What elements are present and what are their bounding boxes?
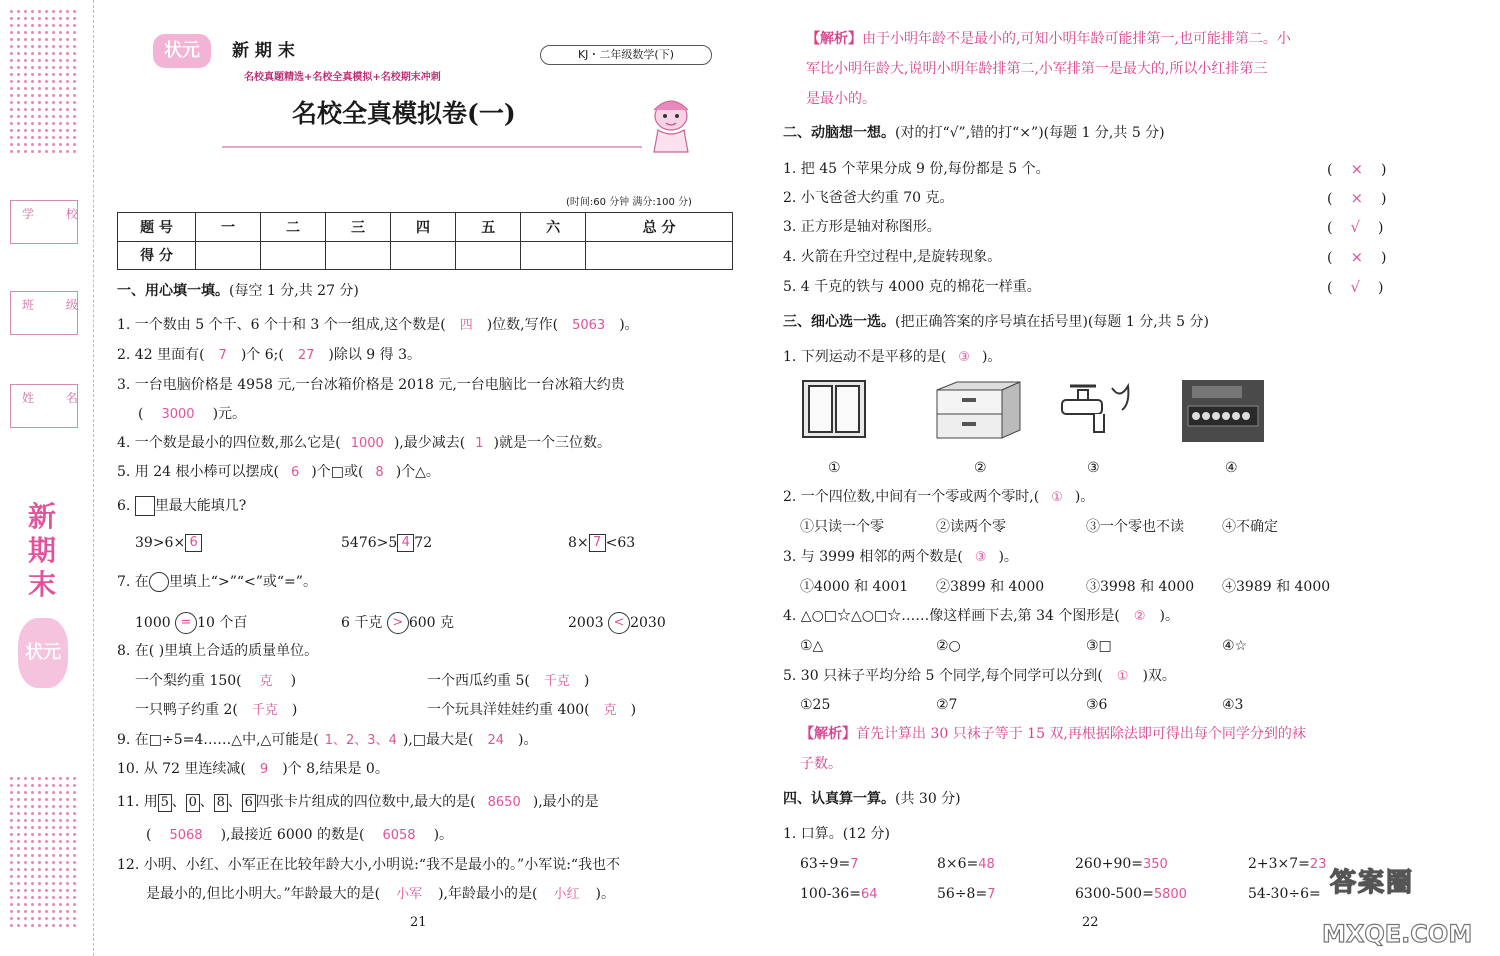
q6-e3-text-a: 8× [568,535,589,551]
judge-answer-slot[interactable]: ( × ) [1327,160,1387,178]
cq5-text-a: 5. 30 只袜子平均分给 5 个同学,每个同学可以分到( [783,668,1103,684]
score-value-row [118,241,733,270]
calc-answer[interactable]: 5800 [1153,887,1187,902]
cq2-option[interactable]: ②读两个零 [936,519,1006,535]
choice-question-5 [783,667,1176,686]
brand-title: 新 期 末 [232,41,295,61]
q7-expr-1 [135,612,247,634]
cq5-option[interactable]: ②7 [936,697,958,713]
school-label: 学 校 [22,207,92,221]
q4-answer-1[interactable]: 1000 [350,436,384,451]
cq2-option[interactable]: ③一个零也不读 [1086,519,1184,535]
q2-text-a: 2. 42 里面有( [117,347,205,363]
number-card: 6 [242,794,256,812]
judge-item [783,218,941,236]
cq3-answer[interactable]: ③ [974,550,987,565]
q2-text-b: )个 6;( [240,347,284,363]
page-number-left: 21 [410,915,427,930]
judge-answer: × [1350,160,1364,178]
q11-text-c: ),最小的是 [532,794,599,810]
calc-expression: 56÷8= [937,886,988,902]
judge-answer: × [1350,248,1364,266]
calc-expression: 100-36= [800,886,861,902]
q9-answer-2[interactable]: 24 [487,733,505,748]
section-2-title: 二、动脑想一想。 [783,125,895,141]
cq4-option[interactable]: ①△ [800,638,824,654]
q8-r4-close: ) [630,702,637,718]
cq2-option[interactable]: ④不确定 [1222,519,1278,535]
q12-answer-1[interactable]: 小军 [396,887,423,902]
cq4-text-a: 4. △○□☆△○□☆……像这样画下去,第 34 个图形是( [783,608,1120,624]
q8-row-3 [135,701,297,720]
score-header-cell: 二 [261,213,326,242]
judge-item [783,189,954,207]
section-1-heading [117,282,359,300]
section-2-heading [783,124,1165,142]
q8-r1-answer[interactable]: 克 [259,674,273,689]
q3-text-c: )元。 [212,406,247,422]
number-card: 8 [214,794,228,812]
empty-box-icon [135,496,155,516]
cq1-answer[interactable]: ③ [958,350,970,365]
q6-text-a: 6. [117,498,131,514]
score-header-cell: 题 号 [118,213,196,242]
analysis-2-line-1: 首先计算出 30 只袜子等于 15 双,再根据除法即可得出每个同学分到的袜 [856,726,1306,742]
section-4-title: 四、认真算一算。 [783,791,895,807]
q11-answer-1[interactable]: 8650 [487,795,521,810]
cq2-option[interactable]: ①只读一个零 [800,519,884,535]
q10-text-b: )个 8,结果是 0。 [282,761,389,777]
q12-text-b: 是最小的,但比小明大。”年龄最大的是( [146,886,381,902]
section-2-note: (对的打“√”,错的打“×”)(每题 1 分,共 5 分) [895,125,1165,141]
choice-question-2 [783,488,1094,507]
judge-answer-slot[interactable]: ( × ) [1327,248,1387,266]
calc-item [1075,885,1187,904]
cq2-answer[interactable]: ① [1051,490,1063,505]
analysis-2 [800,719,1400,779]
cq1-text-b: )。 [981,349,1002,365]
q9-answer-1[interactable]: 1、2、3、4 [324,733,397,748]
judge-question: 1. 把 45 个苹果分成 9 份,每份都是 5 个。 [783,161,1050,177]
judge-answer-slot[interactable]: ( √ ) [1327,218,1384,236]
q7-text-b: 里填上“>”“<”或“=”。 [168,574,317,590]
oral-calc-subtitle: 1. 口算。(12 分) [783,826,890,842]
q3-answer[interactable]: 3000 [161,407,195,422]
section-3-note: (把正确答案的序号填在括号里)(每题 1 分,共 5 分) [895,314,1209,330]
tagline: 名校真题精选+名校全真模拟+名校期末冲刺 [244,72,441,83]
dot-pattern-top [8,8,80,153]
judge-item [783,160,1050,178]
q10-text-a: 10. 从 72 里连续减( [117,761,246,777]
q4-text-c: )就是一个三位数。 [493,435,611,451]
q8-r2-close: ) [583,673,590,689]
watermark-url: MXQE.COM [1322,920,1473,948]
q7-e1-text-b: 10 个百 [197,615,248,631]
q7-e1-answer[interactable]: = [175,612,197,634]
calc-item [937,855,995,874]
score-cell[interactable] [261,241,326,270]
judge-answer-slot[interactable]: ( × ) [1327,189,1387,207]
score-header-cell: 三 [326,213,391,242]
question-10 [117,760,389,779]
grade-badge: KJ・二年级数学(下) [540,45,712,65]
q9-text-b: ),□最大是( [402,732,474,748]
q8-row-1 [135,672,296,691]
q12-text-a: 12. 小明、小红、小军正在比较年龄大小,小明说:“我不是最小的。”小军说:“我也不 [117,857,621,873]
q8-r3-text: 一只鸭子约重 2( [135,702,238,718]
calc-expression: 8×6= [937,856,979,872]
calc-item [1248,855,1326,874]
question-9 [117,731,537,750]
q1-answer-1[interactable]: 四 [459,318,473,333]
q12-answer-2[interactable]: 小红 [553,887,580,902]
watermark-logo: 答案圈 [1330,868,1415,898]
cq3-option[interactable]: ②3899 和 4000 [936,579,1045,595]
judge-item [783,248,1001,266]
question-5 [117,463,440,482]
q7-e3-answer[interactable]: < [608,612,630,634]
q6-expr-3 [568,534,635,552]
judge-question: 4. 火箭在升空过程中,是旋转现象。 [783,249,1002,265]
section-3-title: 三、细心选一选。 [783,314,895,330]
q5-text-a: 5. 用 24 根小棒可以摆成( [117,464,279,480]
q6-e1-answer[interactable]: 6 [185,534,202,552]
question-11-cont [146,826,453,845]
q9-text-c: )。 [518,732,538,748]
picture-label-1: ① [828,460,841,476]
question-2 [117,346,421,365]
q6-expr-1 [135,534,202,552]
q7-e3-text-b: 2030 [630,615,666,631]
judge-answer-slot[interactable]: ( √ ) [1327,278,1384,296]
score-cell[interactable] [391,241,456,270]
cq3-option[interactable]: ③3998 和 4000 [1086,579,1195,595]
q8-r3-close: ) [291,702,298,718]
score-cell[interactable] [326,241,391,270]
number-card: 0 [186,794,200,812]
side-brand-vertical: 新期末 [28,500,57,601]
q7-e3-text-a: 2003 [568,615,604,631]
cq4-text-b: )。 [1159,608,1179,624]
q8-row-2 [427,672,589,691]
calc-expression: 63÷9= [800,856,851,872]
q7-e1-text-a: 1000 [135,615,171,631]
name-label: 姓 名 [22,391,92,405]
q6-e2-text-b: 72 [414,535,433,551]
analysis-2-tag: 【解析】 [800,726,856,742]
page-number-right: 22 [1082,915,1099,930]
time-note: (时间:60 分钟 满分:100 分) [566,197,692,208]
q8-r1-text: 一个梨约重 150( [135,673,242,689]
cq5-option[interactable]: ③6 [1086,697,1108,713]
q4-text-a: 4. 一个数是最小的四位数,那么它是( [117,435,341,451]
q6-e2-text-a: 5476>5 [341,535,398,551]
number-card: 5 [158,794,172,812]
analysis-1-line-3: 是最小的。 [806,91,876,107]
score-cell[interactable] [196,241,261,270]
calc-expression: 2+3×7= [1248,856,1310,872]
question-3-cont [138,405,246,424]
score-header-cell: 一 [196,213,261,242]
calc-item [800,855,858,874]
calc-item [1248,885,1321,904]
calc-answer[interactable]: 64 [861,887,878,902]
q8-r2-text: 一个西瓜约重 5( [427,673,530,689]
cq5-text-b: )双。 [1142,668,1176,684]
header-underline [222,146,642,148]
q1-answer-2[interactable]: 5063 [572,318,606,333]
score-header-row [118,213,733,242]
q3-text-a: 3. 一台电脑价格是 4958 元,一台冰箱价格是 2018 元,一台电脑比一台冰箱大约贵 [117,377,625,393]
q8-row-4 [427,701,636,720]
q4-answer-2[interactable]: 1 [475,436,484,451]
calc-expression: 6300-500= [1075,886,1154,902]
q7-expr-2 [341,612,454,634]
section-3-heading [783,313,1209,331]
analysis-1-tag: 【解析】 [806,31,862,47]
cq5-option[interactable]: ①25 [800,697,831,713]
q2-answer-1[interactable]: 7 [218,348,227,363]
picture-label-4: ④ [1225,460,1238,476]
drawer-image [932,380,1022,442]
q4-text-b: ),最少减去( [393,435,466,451]
q11-text-b: 四张卡片组成的四位数中,最大的是( [255,794,476,810]
q7-e2-answer[interactable]: > [387,612,409,634]
score-cell[interactable] [586,241,733,270]
q8-r4-answer[interactable]: 克 [603,703,617,718]
question-11: 11. 用 5 、 0 、 8 、 6 四张卡片组成的四位数中,最大的是( 8650 ),最小的是 [117,794,599,810]
class-label: 班 级 [22,298,92,312]
q6-e3-answer[interactable]: 7 [589,534,606,552]
cq4-option[interactable]: ③□ [1086,638,1112,654]
q11-text-f: )。 [433,827,454,843]
question-12 [117,856,620,874]
calc-answer[interactable]: 48 [978,857,995,872]
score-table [117,212,733,270]
q12-text-d: )。 [595,886,615,902]
q9-text-a: 9. 在□÷5=4……△中,△可能是( [117,732,319,748]
q2-text-c: )除以 9 得 3。 [328,347,422,363]
q11-text-d: ( [146,827,152,843]
q11-text-e: ),最接近 6000 的数是( [220,827,365,843]
cq3-text-b: )。 [998,549,1018,565]
q6-e3-text-b: <63 [605,535,636,551]
calc-answer[interactable]: 7 [850,857,859,872]
picture-label-3: ③ [1087,460,1100,476]
score-header-cell: 五 [456,213,521,242]
window-image [802,380,866,438]
q11-answer-2[interactable]: 5068 [169,828,203,843]
q5-text-c: )个△。 [395,464,440,480]
calc-answer[interactable]: 350 [1143,857,1168,872]
judge-answer: × [1350,189,1364,207]
binding-line [93,0,94,956]
score-value-label: 得 分 [118,241,196,270]
score-header-cell: 六 [521,213,586,242]
judge-answer: √ [1350,278,1361,296]
calc-expression: 260+90= [1075,856,1143,872]
score-cell[interactable] [456,241,521,270]
calc-item [800,885,878,904]
choice-question-1 [783,348,1001,367]
section-4-note: (共 30 分) [895,791,961,807]
cq2-text-a: 2. 一个四位数,中间有一个零或两个零时,( [783,489,1040,505]
choice-question-4 [783,607,1179,626]
empty-circle-icon [149,572,169,592]
cq4-option[interactable]: ④☆ [1222,638,1248,654]
q7-e2-text-b: 600 克 [408,615,454,631]
q10-answer[interactable]: 9 [259,762,269,777]
calc-item [937,885,995,904]
question-12-cont [146,885,615,904]
calc-item [1075,855,1168,874]
q5-text-b: )个□或( [311,464,364,480]
q7-e2-text-a: 6 千克 [341,615,383,631]
analysis-1-line-1: 由于小明年龄不是最小的,可知小明年龄可能排第一,也可能排第二。小 [862,31,1291,47]
calc-expression: 54-30÷6= [1248,886,1321,902]
q8-r4-text: 一个玩具洋娃娃约重 400( [427,702,590,718]
q6-expr-2 [341,534,432,552]
choice-question-3 [783,548,1018,567]
score-header-cell: 四 [391,213,456,242]
q8-r1-close: ) [290,673,297,689]
q1-text-c: )。 [619,317,639,333]
question-4 [117,434,611,453]
mascot-icon [640,94,702,158]
cq3-option[interactable]: ④3989 和 4000 [1222,579,1331,595]
analysis-2-line-2: 子数。 [800,756,842,772]
q8-text: 8. 在( )里填上合适的质量单位。 [117,643,319,659]
cq4-answer[interactable]: ② [1133,609,1146,624]
faucet-image [1058,380,1138,442]
q5-answer-1[interactable]: 6 [290,465,300,480]
judge-question: 3. 正方形是轴对称图形。 [783,219,941,235]
score-header-cell: 总 分 [586,213,733,242]
q7-expr-3 [568,612,666,634]
paper-title: 名校全真模拟卷(一) [292,99,516,128]
logo-badge: 状元 [153,34,211,68]
q1-text-a: 1. 一个数由 5 个千、6 个十和 3 个一组成,这个数是( [117,317,446,333]
q7-text-a: 7. 在 [117,574,149,590]
side-logo: 状元 [18,618,68,688]
q2-answer-2[interactable]: 27 [297,348,315,363]
q8-r2-answer[interactable]: 千克 [543,674,570,689]
q11-text-a: 11. 用 [117,794,158,810]
abacus-image [1182,380,1264,442]
section-4-heading [783,790,961,808]
q5-answer-2[interactable]: 8 [375,465,384,480]
q6-text-b: 里最大能填几? [154,498,247,514]
picture-label-2: ② [974,460,987,476]
q3-text-b: ( [138,406,144,422]
q1-text-b: )位数,写作( [486,317,559,333]
q12-text-c: ),年龄最小的是( [438,886,538,902]
analysis-1-line-2: 军比小明年龄大,说明小明年龄排第二,小军排第一是最大的,所以小红排第三 [806,61,1268,77]
cq5-option[interactable]: ④3 [1222,697,1244,713]
dot-pattern-bottom [8,775,80,930]
judge-item [783,278,1041,296]
score-cell[interactable] [521,241,586,270]
cq4-option[interactable]: ②○ [936,638,961,654]
q11-answer-3[interactable]: 6058 [382,828,416,843]
judge-answer: √ [1350,218,1361,236]
cq2-text-b: )。 [1074,489,1095,505]
q8-r3-answer[interactable]: 千克 [251,703,278,718]
cq3-text-a: 3. 与 3999 相邻的两个数是( [783,549,963,565]
section-1-title: 一、用心填一填。 [117,283,229,299]
question-8 [117,642,318,660]
calc-answer[interactable]: 23 [1309,857,1327,872]
cq3-option[interactable]: ①4000 和 4001 [800,579,909,595]
question-6 [117,496,246,516]
section-1-note: (每空 1 分,共 27 分) [229,283,359,299]
q6-e2-answer[interactable]: 4 [397,534,414,552]
analysis-1 [806,24,1406,114]
judge-question: 5. 4 千克的铁与 4000 克的棉花一样重。 [783,279,1041,295]
cq1-text-a: 1. 下列运动不是平移的是( [783,349,947,365]
question-1 [117,316,639,335]
question-7 [117,572,317,592]
q6-e1-text: 39>6× [135,535,186,551]
judge-question: 2. 小飞爸爸大约重 70 克。 [783,190,954,206]
calc-answer[interactable]: 7 [987,887,996,902]
question-3 [117,376,625,394]
cq5-answer[interactable]: ① [1116,669,1129,684]
